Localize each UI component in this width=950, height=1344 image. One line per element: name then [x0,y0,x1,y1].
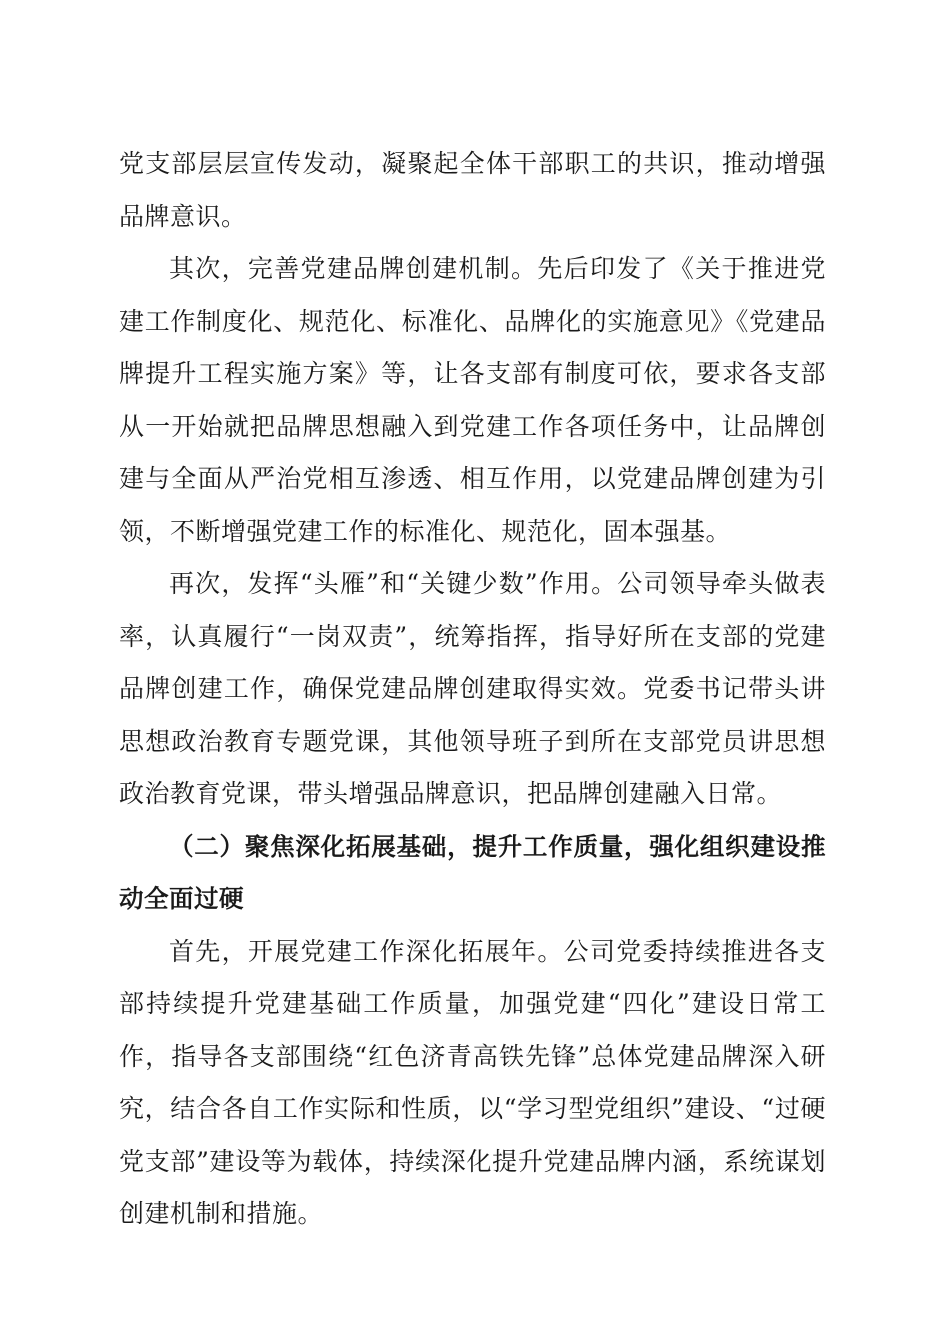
section-heading-2: （二）聚焦深化拓展基础，提升工作质量，强化组织建设推动全面过硬 [119,831,826,913]
paragraph-secondly-mechanism: 其次，完善党建品牌创建机制。先后印发了《关于推进党建工作制度化、规范化、标准化、品牌化的实施意见》《党建品牌提升工程实施方案》等，让各支部有制度可依，要求各支部从一开始就把品牌思想融入到党建工作各项任务中，让品牌创建与全面从严治党相互渗透、相互作用，以党建品牌创建为引领，不断增强党建工作的标准化、规范化，固本强基。 [119,254,826,546]
paragraph-thirdly-leadership: 再次，发挥“头雁”和“关键少数”作用。公司领导牵头做表率，认真履行“一岗双责”，统筹指挥，指导好所在支部的党建品牌创建工作，确保党建品牌创建取得实效。党委书记带头讲思想政治教育专题党课，其他领导班子到所在支部党员讲思想政治教育党课，带头增强品牌意识，把品牌创建融入日常。 [119,569,826,808]
paragraph-firstly-deepening: 首先，开展党建工作深化拓展年。公司党委持续推进各支部持续提升党建基础工作质量，加强党建“四化”建设日常工作，指导各支部围绕“红色济青高铁先锋”总体党建品牌深入研究，结合各自工作实际和性质，以“学习型党组织”建设、“过硬党支部”建设等为载体，持续深化提升党建品牌内涵，系统谋划创建机制和措施。 [119,936,826,1228]
paragraph-continuation: 党支部层层宣传发动，凝聚起全体干部职工的共识，推动增强品牌意识。 [119,149,826,231]
document-body [119,138,826,1241]
